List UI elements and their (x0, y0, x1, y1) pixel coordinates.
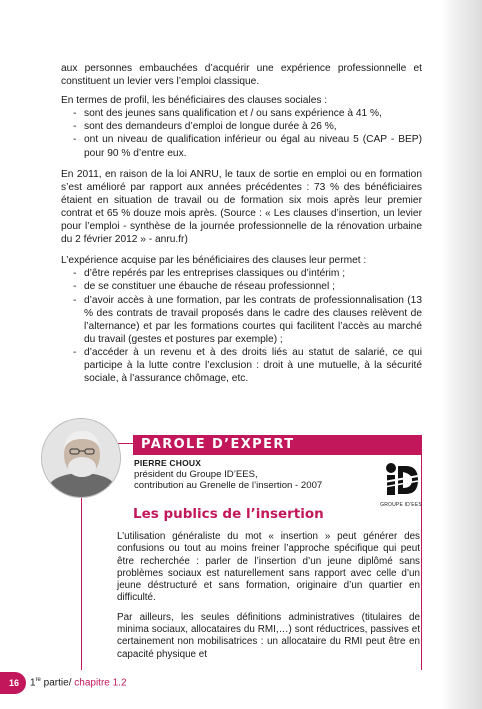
list-item: - ont un niveau de qualification inférieur ou égal au niveau 5 (CAP - BEP) pour 90 % d’entre eux. (61, 133, 422, 159)
experience-intro: L’expérience acquise par les bénéficiaires des clauses leur permet : (61, 255, 367, 267)
part-number: 1 (30, 677, 36, 689)
list-item: - de se constituer une ébauche de réseau professionnel ; (61, 280, 422, 293)
page-edge-shadow (442, 0, 482, 709)
expert-photo (41, 418, 121, 498)
profile-intro: En termes de profil, les bénéficiaires des clauses sociales : (61, 95, 328, 107)
expert-text (117, 531, 420, 668)
banner-title: PAROLE D’EXPERT (141, 437, 295, 452)
list-item: - d’accéder à un revenu et à des droits liés au statut de salarié, ce qui participe à la lutte contre l’exclusion : droit à une mutuelle, à la sécurité sociale, à l’assurance chômage, etc. (61, 346, 422, 385)
expert-name: PIERRE CHOUX (134, 458, 202, 468)
expert-banner (133, 435, 422, 455)
section-title: Les publics de l’insertion (133, 506, 324, 522)
footer-part-label (30, 677, 127, 688)
list-item: - d’être repérés par les entreprises classiques ou d’intérim ; (61, 267, 422, 280)
list-item: - d’avoir accès à une formation, par les contrats de professionnalisation (13 % des contrats de travail proposés dans le cadre des clauses relèvent de l’alternance) et par les formations courtes qui facilitent l’accès au marché du travail (gestes et postures par exemple) ; (61, 294, 422, 346)
expert-role-line: contribution au Grenelle de l’insertion - 2007 (134, 480, 323, 491)
main-text (61, 62, 422, 393)
logo-caption: GROUPE ID’EES (380, 502, 422, 508)
expert-paragraph: L’utilisation généraliste du mot « insertion » peut générer des confusions ou tout au moins freiner l’approche spécifique qui peut être recherchée : parler de l’insertion d’un jeune diplômé sans problèmes sociaux est naturellement sans rapport avec celle d’un jeune déstructuré et sans formation, originaire d’un quartier en difficulté. (117, 531, 420, 604)
part-superscript: re (35, 677, 41, 683)
chapter-label: chapitre 1.2 (71, 677, 127, 689)
page-footer (0, 672, 130, 694)
expert-box (41, 418, 422, 670)
list-item: - sont des jeunes sans qualification et / ou sans expérience à 41 %, (61, 107, 422, 120)
expert-paragraph: Par ailleurs, les seules définitions administratives (titulaires de minima sociaux, allocataires du RMI,…) sont réductrices, passives et certainement non mobilisatrices : un allocataire du RMI peut être en capacité physique et (117, 611, 420, 660)
expert-role (134, 469, 322, 491)
part-suffix: partie/ (40, 677, 72, 689)
expert-role-line: président du Groupe ID’EES, (134, 469, 258, 480)
anru-paragraph: En 2011, en raison de la loi ANRU, le taux de sortie en emploi ou en formation s’est amélioré par rapport aux années précédentes : 73 % des bénéficiaires étaient en situation de travail ou de formation six mois après leur premier contrat et 65 % douze mois après. (Source : « Les clauses d’insertion, un levier pour l’emploi - synthèse de la journée professionnelle de la rénovation urbaine du 2 février 2012 » - anru.fr) (61, 168, 422, 246)
portrait-image (42, 419, 120, 497)
page-number: 16 (0, 672, 26, 694)
list-item: - sont des demandeurs d’emploi de longue durée à 26 %, (61, 120, 422, 133)
groupe-idees-logo (382, 460, 420, 500)
profile-list (61, 107, 422, 159)
experience-list (61, 267, 422, 385)
intro-paragraph: aux personnes embauchées d’acquérir une expérience professionnelle et constituent un levier vers l’emploi classique. (61, 63, 422, 88)
